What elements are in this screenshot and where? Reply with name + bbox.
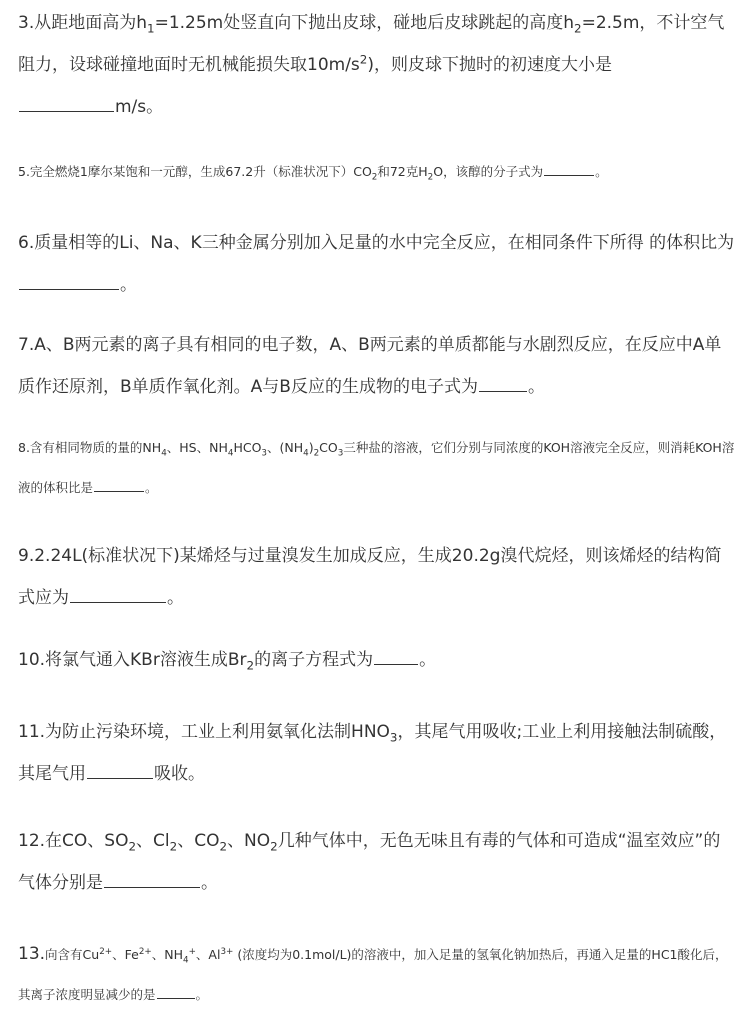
q3-text: )，则皮球下抛时的初速度大小是 — [367, 55, 612, 75]
q8-text: 三种盐的溶液，它们分别与同浓度的KOH溶液完全反应，则消耗KOH溶液的体积比是 — [18, 440, 735, 495]
q3-text: =1.25m处竖直向下抛出皮球，碰地后皮球跳起的高度h — [154, 13, 575, 33]
q8-sub: 3 — [261, 448, 267, 459]
q10-sub: 2 — [246, 658, 255, 673]
answer-blank — [104, 886, 200, 888]
q13-sup: 3+ — [220, 946, 234, 957]
q5-sub: 2 — [371, 172, 378, 183]
q3-sup: 2 — [359, 52, 368, 67]
q8-text: ) — [308, 440, 314, 455]
q6-text: 。 — [120, 275, 137, 295]
q13-text: (浓度均为0.1mol/L)的溶液中，加入足量的氢氧化钠加热后，再通入足量的HC1酸化后，其离子浓度明显减少的是 — [18, 947, 728, 1002]
q3-unit: m/s。 — [115, 97, 164, 117]
q8-text: CO — [319, 440, 338, 455]
q13-text: 。 — [195, 987, 209, 1002]
q13-sub: 4 — [182, 955, 189, 966]
q3-sub: 1 — [147, 21, 155, 36]
q3-text: 3.从距地面高为h — [18, 13, 147, 33]
q8-text: 、HS、NH — [166, 440, 228, 455]
q12-text: 12.在CO、SO — [18, 831, 129, 851]
question-3 — [18, 2, 736, 128]
q13-text: 、NH — [151, 947, 183, 962]
q8-text: 。 — [145, 480, 158, 495]
q12-sub: 2 — [270, 839, 278, 854]
answer-blank — [19, 110, 114, 112]
q13-number: 13. — [18, 944, 46, 964]
q5-text: 。 — [595, 164, 608, 179]
q5-text: O，该醇的分子式为 — [433, 164, 544, 179]
q9-text: 9.2.24L(标准状况下)某烯烃与过量溴发生加成反应，生成20.2g溴代烷烃，则该烯烃的结构简式应为 — [18, 546, 722, 608]
q8-text: 8.含有相同物质的量的NH — [18, 440, 162, 455]
q11-text: 吸收。 — [154, 764, 205, 784]
q13-sup: 2+ — [99, 946, 113, 957]
answer-blank — [374, 663, 418, 665]
q10-text: 10.将氯气通入KBr溶液生成Br — [18, 650, 247, 670]
answer-blank — [19, 288, 119, 290]
q10-text: 。 — [419, 650, 437, 670]
q12-sub: 2 — [169, 839, 178, 854]
q12-text: 、CO — [177, 831, 220, 851]
q6-text: 6.质量相等的Li、Na、K三种金属分别加入足量的水中完全反应，在相同条件下所得 的体积比为 — [18, 233, 735, 253]
q12-text: 几种气体中，无色无味且有毒的气体和可造成“温室效应”的气体分别是 — [18, 831, 721, 893]
q10-text: 的离子方程式为 — [254, 650, 374, 670]
q12-text: 。 — [201, 873, 218, 893]
question-5 — [18, 152, 736, 192]
q8-text: 、(NH — [266, 440, 304, 455]
answer-blank — [479, 390, 527, 392]
question-13 — [18, 934, 736, 1015]
q13-text: 向含有Cu — [45, 947, 100, 962]
question-7 — [18, 324, 736, 408]
q5-text: 5.完全燃烧1摩尔某饱和一元醇，生成67.2升（标准状况下）CO — [18, 164, 372, 179]
q3-sub: 2 — [574, 21, 582, 36]
q8-text: HCO — [233, 440, 262, 455]
q7-text: 。 — [527, 377, 545, 397]
q9-text: 。 — [167, 588, 184, 608]
q12-sub: 2 — [128, 839, 137, 854]
q11-text: ，其尾气用吸收;工业上利用接触法制硫酸，其尾气用 — [18, 722, 727, 784]
answer-blank — [94, 490, 144, 492]
answer-blank — [87, 777, 153, 779]
q8-sub: 4 — [303, 448, 309, 459]
question-11 — [18, 711, 736, 795]
question-6 — [18, 222, 736, 306]
q13-text: 、Fe — [112, 947, 139, 962]
q11-sub: 3 — [389, 730, 398, 745]
question-8 — [18, 428, 736, 508]
q13-sup: + — [188, 946, 196, 957]
question-12 — [18, 820, 736, 904]
q8-sub: 3 — [337, 448, 344, 459]
answer-blank — [544, 174, 594, 176]
q3-text: =2.5m，不计空气阻力，设球碰撞地面时无机械能损失取10m/s — [18, 13, 725, 75]
q12-sub: 2 — [219, 839, 228, 854]
question-9 — [18, 535, 736, 619]
q7-text: 7.A、B两元素的离子具有相同的电子数，A、B两元素的单质都能与水剧烈反应，在反应中A单质作还原剂，B单质作氧化剂。A与B反应的生成物的电子式为 — [18, 335, 722, 397]
q8-sub: 2 — [313, 448, 320, 459]
q12-text: 、Cl — [136, 831, 170, 851]
answer-blank — [157, 997, 195, 999]
q5-sub: 2 — [427, 172, 434, 183]
q13-sup: 2+ — [138, 946, 152, 957]
question-10 — [18, 639, 736, 681]
q13-text: 、Al — [195, 947, 221, 962]
answer-blank — [70, 601, 166, 603]
q12-text: 、NO — [227, 831, 271, 851]
q5-text: 和72克H — [377, 164, 428, 179]
q8-sub: 4 — [227, 448, 234, 459]
q11-text: 11.为防止污染环境，工业上利用氨氧化法制HNO — [18, 722, 390, 742]
q8-sub: 4 — [161, 448, 167, 459]
